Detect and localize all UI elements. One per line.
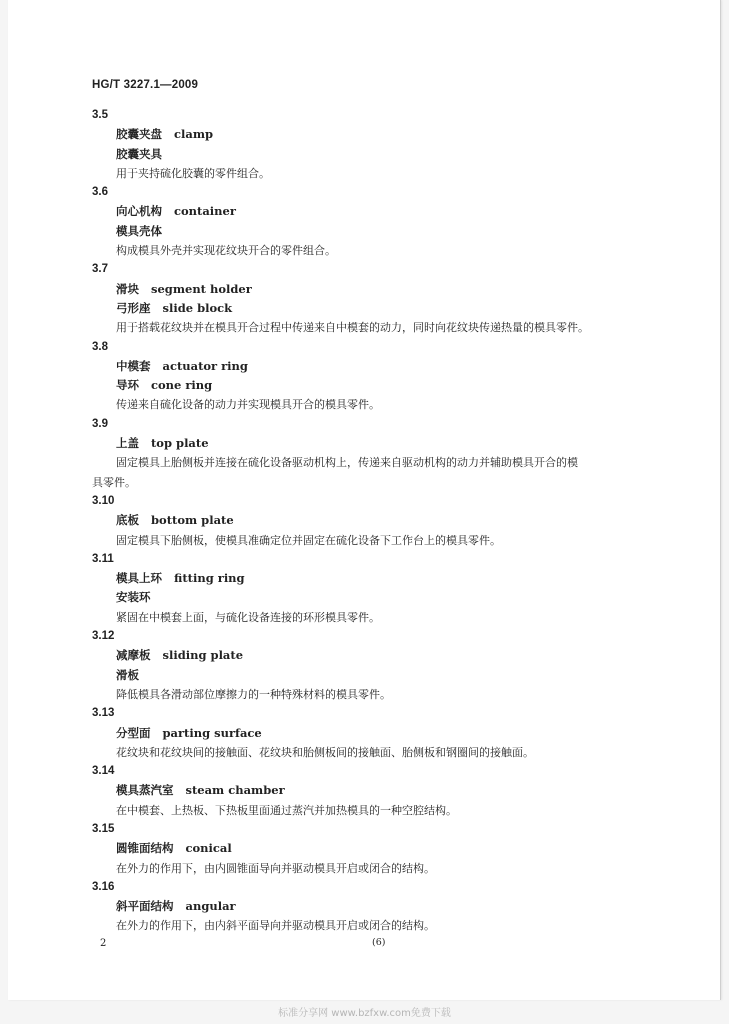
term-english: fitting ring	[174, 571, 245, 586]
synonym-line	[116, 222, 720, 241]
synonym-line	[116, 588, 720, 607]
synonym-chinese: 安装环	[116, 590, 151, 605]
term-chinese: 减摩板	[116, 648, 151, 663]
term-entry	[8, 260, 720, 337]
document-page	[8, 0, 721, 1000]
term-line	[116, 569, 720, 588]
clause-number: 3.15	[92, 822, 115, 835]
clause-number: 3.8	[92, 340, 108, 353]
term-english: angular	[185, 899, 236, 914]
term-english: conical	[185, 841, 232, 856]
clause-number: 3.7	[92, 263, 108, 276]
term-line	[116, 357, 720, 376]
clause-number: 3.5	[92, 109, 108, 121]
synonym-chinese: 胶囊夹具	[116, 146, 162, 161]
term-chinese: 斜平面结构	[116, 899, 174, 914]
term-chinese: 上盖	[116, 436, 139, 451]
term-entry	[8, 183, 720, 260]
term-entry	[8, 492, 720, 550]
term-english: parting surface	[162, 725, 262, 740]
clause-number: 3.6	[92, 186, 108, 199]
clause-number: 3.16	[92, 880, 115, 893]
clause-number: 3.10	[92, 494, 115, 507]
term-chinese: 分型面	[116, 725, 151, 740]
term-entry	[8, 415, 720, 492]
synonym-chinese: 导环	[116, 378, 139, 393]
clause-number: 3.13	[92, 707, 115, 720]
synonym-line	[116, 145, 720, 164]
term-line	[116, 280, 720, 299]
term-entry	[8, 820, 720, 878]
definition-text: 降低模具各滑动部位摩擦力的一种特殊材料的模具零件。	[116, 687, 391, 701]
standard-code-header: HG/T 3227.1—2009	[92, 79, 199, 91]
term-english: clamp	[174, 127, 214, 142]
term-entry	[8, 878, 720, 936]
synonym-line	[116, 376, 720, 395]
definition-continuation: 具零件。	[92, 475, 136, 489]
term-line	[116, 434, 720, 453]
term-english: top plate	[151, 436, 209, 451]
synonym-chinese: 滑板	[116, 667, 139, 682]
definition-text: 紧固在中模套上面，与硫化设备连接的环形模具零件。	[116, 610, 380, 624]
term-entry	[8, 338, 720, 415]
term-chinese: 模具蒸汽室	[116, 783, 174, 798]
clause-number: 3.9	[92, 417, 108, 430]
term-line	[116, 646, 720, 665]
term-english: container	[174, 204, 236, 219]
term-chinese: 向心机构	[116, 204, 162, 219]
term-entry	[8, 627, 720, 704]
term-line	[116, 781, 720, 800]
term-entry	[8, 106, 720, 183]
term-line	[116, 202, 720, 221]
term-entry	[8, 762, 720, 820]
definition-text: 在中模套、上热板、下热板里面通过蒸汽并加热模具的一种空腔结构。	[116, 803, 457, 817]
term-entry	[8, 550, 720, 627]
term-line	[116, 839, 720, 858]
term-line	[116, 125, 720, 144]
clause-number: 3.14	[92, 765, 115, 778]
term-english: steam chamber	[185, 783, 285, 798]
term-chinese: 中模套	[116, 358, 151, 373]
term-line	[116, 724, 720, 743]
term-chinese: 模具上环	[116, 571, 162, 586]
term-line	[116, 511, 720, 530]
synonym-english: cone ring	[151, 378, 213, 393]
synonym-line	[116, 666, 720, 685]
definition-text: 在外力的作用下，由内圆锥面导向并驱动模具开启或闭合的结构。	[116, 861, 435, 875]
term-line	[116, 897, 720, 916]
synonym-chinese: 模具壳体	[116, 223, 162, 238]
page-number: 2	[100, 938, 107, 949]
definition-text: 用于搭载花纹块并在模具开合过程中传递来自中模套的动力，同时向花纹块传递热量的模具零件。	[116, 321, 589, 335]
definition-text: 固定模具下胎侧板，使模具准确定位并固定在硫化设备下工作台上的模具零件。	[116, 533, 501, 547]
definition-text: 用于夹持硫化胶囊的零件组合。	[116, 166, 270, 180]
definition-text: 在外力的作用下，由内斜平面导向并驱动模具开启或闭合的结构。	[116, 919, 435, 933]
term-english: sliding plate	[162, 648, 244, 663]
definition-text: 固定模具上胎侧板并连接在硫化设备驱动机构上，传递来自驱动机构的动力并辅助模具开合的模	[116, 456, 578, 470]
synonym-line	[116, 299, 720, 318]
clause-number: 3.12	[92, 630, 115, 643]
term-english: bottom plate	[151, 513, 234, 528]
terms-list	[8, 106, 720, 936]
synonym-chinese: 弓形座	[116, 300, 151, 315]
term-entry	[8, 704, 720, 762]
clause-number: 3.11	[92, 552, 114, 565]
synonym-english: slide block	[162, 300, 233, 315]
definition-text: 传递来自硫化设备的动力并实现模具开合的模具零件。	[116, 398, 380, 412]
term-chinese: 圆锥面结构	[116, 841, 174, 856]
term-chinese: 底板	[116, 513, 139, 528]
definition-text: 构成模具外壳并实现花纹块开合的零件组合。	[116, 244, 336, 258]
term-chinese: 胶囊夹盘	[116, 127, 162, 142]
term-english: segment holder	[151, 281, 252, 296]
bracket-page-number: (6)	[372, 937, 386, 948]
definition-text: 花纹块和花纹块间的接触面、花纹块和胎侧板间的接触面、胎侧板和钢圈间的接触面。	[116, 745, 534, 759]
term-chinese: 滑块	[116, 281, 139, 296]
watermark-text: 标准分享网 www.bzfxw.com免费下载	[278, 1008, 451, 1019]
term-english: actuator ring	[162, 358, 248, 373]
